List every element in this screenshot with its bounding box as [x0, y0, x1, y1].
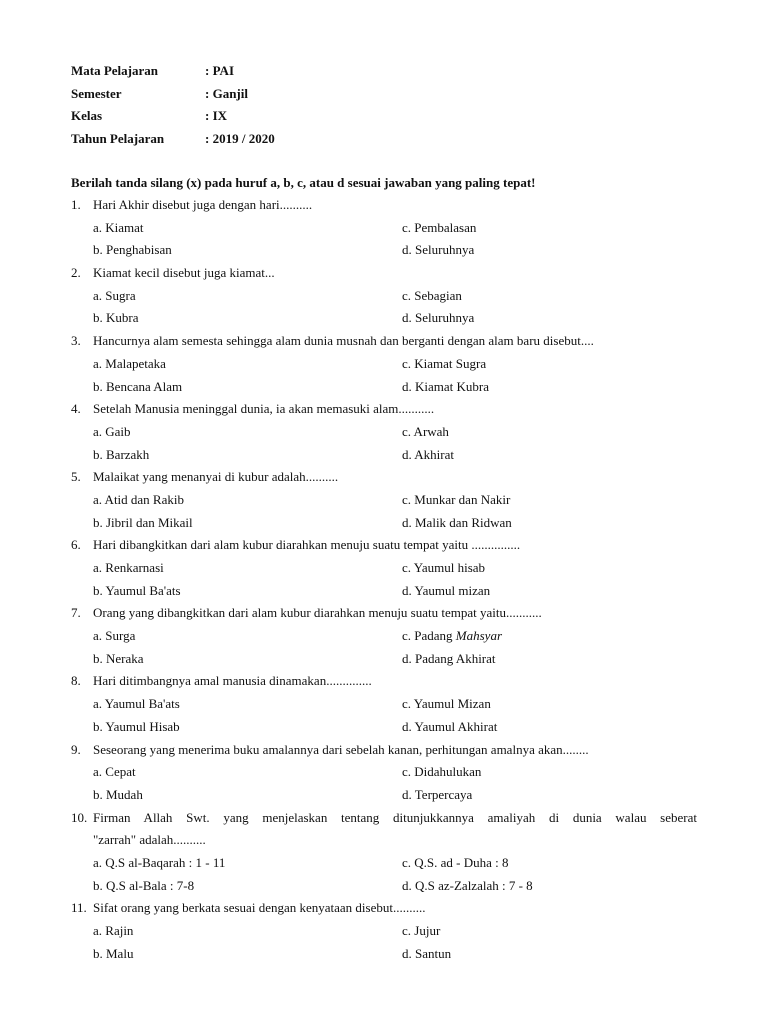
question-number: 8. — [71, 673, 81, 689]
header-value: : PAI — [205, 63, 235, 78]
option-c: c. Padang Mahsyar — [402, 628, 503, 644]
option-row — [71, 421, 697, 444]
instruction-text: Berilah tanda silang (x) pada huruf a, b, c, atau d sesuai jawaban yang paling tepat! — [71, 175, 536, 190]
option-row — [71, 285, 697, 308]
option-d: d. Q.S az-Zalzalah : 7 - 8 — [402, 877, 533, 893]
question-text: 5. Malaikat yang menanyai di kubur adalah.......... — [71, 466, 697, 489]
option-d: d. Seluruhnya — [402, 310, 475, 326]
option-c: c. Jujur — [402, 923, 441, 938]
option-b: b. Mudah — [93, 786, 143, 802]
option-row — [71, 761, 697, 784]
option-c: c. Q.S. ad - Duha : 8 — [402, 854, 509, 870]
question-text-continued: "zarrah" adalah.......... — [93, 832, 206, 848]
option-row — [71, 376, 697, 399]
question-number: 2. — [71, 265, 81, 281]
header-label: Mata Pelajaran — [71, 63, 159, 78]
option-row — [71, 557, 697, 580]
question-item — [71, 602, 697, 670]
question-number: 4. — [71, 401, 81, 417]
option-row — [71, 353, 697, 376]
option-row — [71, 512, 697, 535]
question-text: 9. Seseorang yang menerima buku amalannya dari sebelah kanan, perhitungan amalnya akan........ — [71, 739, 697, 762]
option-b: b. Yaumul Hisab — [93, 718, 180, 734]
option-d: d. Yaumul mizan — [402, 582, 491, 598]
header-value: : IX — [205, 108, 228, 124]
option-row — [71, 852, 697, 875]
question-number: 10. — [71, 809, 88, 825]
option-a: a. Gaib — [93, 423, 131, 439]
question-list — [71, 194, 697, 965]
question-text: 4. Setelah Manusia meninggal dunia, ia akan memasuki alam........... — [71, 398, 697, 421]
option-d: d. Terpercaya — [402, 786, 473, 802]
option-a: a. Rajin — [93, 923, 134, 938]
option-d: d. Seluruhnya — [402, 242, 475, 258]
question-number: 3. — [71, 333, 81, 349]
option-a: a. Cepat — [93, 764, 136, 780]
option-row — [71, 648, 697, 671]
option-row — [71, 875, 697, 898]
question-item — [71, 330, 697, 398]
option-row — [71, 217, 697, 240]
question-number: 7. — [71, 605, 81, 621]
option-b: b. Kubra — [93, 310, 139, 326]
option-row — [71, 239, 697, 262]
option-c: c. Yaumul Mizan — [402, 696, 491, 712]
option-d: d. Santun — [402, 945, 452, 961]
header-value: : 2019 / 2020 — [205, 131, 275, 147]
question-number: 11. — [71, 900, 87, 916]
option-b: b. Q.S al-Bala : 7-8 — [93, 877, 195, 893]
question-text: 10. Firman Allah Swt. yang menjelaskan tentang ditunjukkannya amaliyah di dunia walau seberat — [71, 807, 697, 830]
option-row — [71, 444, 697, 467]
question-text: 11. Sifat orang yang berkata sesuai dengan kenyataan disebut.......... — [71, 897, 697, 920]
option-row — [71, 943, 697, 966]
question-item — [71, 670, 697, 738]
question-number: 6. — [71, 537, 81, 553]
option-row — [71, 489, 697, 512]
option-row — [71, 625, 697, 648]
question-item — [71, 534, 697, 602]
question-number: 1. — [71, 197, 81, 212]
question-item — [71, 466, 697, 534]
question-text: 2. Kiamat kecil disebut juga kiamat... — [71, 262, 697, 285]
option-d: d. Padang Akhirat — [402, 650, 496, 666]
header-row-semester — [71, 83, 275, 106]
question-number: 5. — [71, 469, 81, 485]
option-row — [71, 716, 697, 739]
question-item — [71, 262, 697, 330]
header-label: Tahun Pelajaran — [71, 131, 165, 147]
option-c: c. Yaumul hisab — [402, 560, 486, 575]
option-a: a. Renkarnasi — [93, 560, 164, 575]
option-a: a. Atid dan Rakib — [93, 491, 184, 507]
header-row-class — [71, 105, 275, 128]
option-c: c. Pembalasan — [402, 219, 477, 235]
header-label: Semester — [71, 85, 122, 101]
option-d: d. Malik dan Ridwan — [402, 514, 512, 530]
option-c: c. Sebagian — [402, 287, 462, 303]
option-d: d. Akhirat — [402, 446, 454, 462]
question-item — [71, 398, 697, 466]
option-c: c. Munkar dan Nakir — [402, 491, 511, 507]
question-text: 6. Hari dibangkitkan dari alam kubur diarahkan menuju suatu tempat yaitu ............... — [71, 534, 697, 557]
question-number: 9. — [71, 741, 81, 757]
option-row — [71, 580, 697, 603]
option-a: a. Kiamat — [93, 219, 144, 235]
question-text: 8. Hari ditimbangnya amal manusia dinamakan.............. — [71, 670, 697, 693]
option-b: b. Barzakh — [93, 446, 150, 462]
question-item — [71, 739, 697, 807]
document-header — [71, 60, 275, 151]
option-a: a. Q.S al-Baqarah : 1 - 11 — [93, 854, 226, 870]
option-a: a. Yaumul Ba'ats — [93, 696, 180, 712]
option-c: c. Didahulukan — [402, 764, 482, 780]
option-d: d. Kiamat Kubra — [402, 378, 490, 394]
option-b: b. Malu — [93, 945, 134, 961]
header-row-subject — [71, 60, 275, 83]
option-row — [71, 693, 697, 716]
header-row-year — [71, 128, 275, 151]
option-a: a. Malapetaka — [93, 355, 166, 371]
option-a: a. Sugra — [93, 287, 136, 303]
option-b: b. Penghabisan — [93, 242, 172, 258]
option-a: a. Surga — [93, 628, 136, 644]
option-c: c. Kiamat Sugra — [402, 355, 487, 371]
question-item — [71, 897, 697, 965]
option-row — [71, 307, 697, 330]
option-b: b. Neraka — [93, 650, 144, 666]
question-text: 3. Hancurnya alam semesta sehingga alam dunia musnah dan berganti dengan alam baru disebut.... — [71, 330, 697, 353]
option-b: b. Jibril dan Mikail — [93, 514, 193, 530]
option-c: c. Arwah — [402, 423, 449, 439]
header-label: Kelas — [71, 108, 103, 124]
question-text: 7. Orang yang dibangkitkan dari alam kubur diarahkan menuju suatu tempat yaitu........... — [71, 602, 697, 625]
question-item — [71, 807, 697, 898]
option-row — [71, 920, 697, 943]
header-value: : Ganjil — [205, 85, 248, 101]
option-b: b. Yaumul Ba'ats — [93, 582, 181, 598]
option-d: d. Yaumul Akhirat — [402, 718, 498, 734]
option-row — [71, 784, 697, 807]
question-item — [71, 194, 697, 262]
question-text: 1. Hari Akhir disebut juga dengan hari.......... — [71, 194, 697, 217]
option-b: b. Bencana Alam — [93, 378, 183, 394]
